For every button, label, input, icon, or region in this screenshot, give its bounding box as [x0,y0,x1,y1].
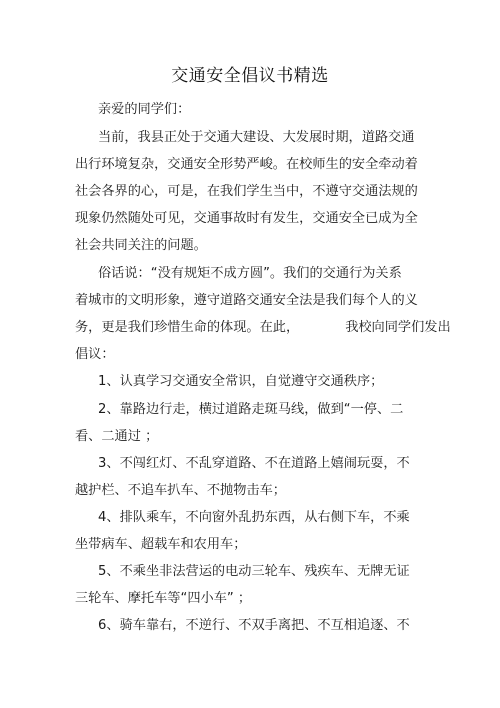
item-1-line-1: 1、认真学习交通安全常识，自觉遵守交通秩序； [98,374,384,389]
salutation: 亲爱的同学们： [98,102,191,117]
item-5-line-1: 5、不乘坐非法营运的电动三轮车、残疾车、无牌无证 [98,564,410,579]
item-5-line-2: 三轮车、摩托车等“四小车” ； [75,591,252,606]
paragraph-2-line-3-part-2: 我校向同学们发出 [345,320,451,335]
paragraph-1-line-3: 社会各界的心，可是，在我们学生当中，不遵守交通法规的 [75,184,418,199]
item-3-line-1: 3、不闯红灯、不乱穿道路、不在道路上嬉闹玩耍，不 [98,456,410,471]
paragraph-1-line-4: 现象仍然随处可见，交通事故时有发生，交通安全已成为全 [75,211,418,226]
item-2-line-2: 看、二通过 ； [75,429,159,444]
paragraph-1-line-5: 社会共同关注的问题。 [75,238,207,253]
paragraph-2-line-3 [75,318,451,338]
item-6-line-1: 6、骑车靠右，不逆行、不双手离把、不互相追逐、不 [98,618,410,633]
paragraph-2-line-3-part-1: 务，更是我们珍惜生命的体现。在此， [75,320,300,335]
paragraph-2-line-2: 着城市的文明形象，遵守道路交通安全法是我们每个人的义 [75,293,418,308]
paragraph-2-line-4: 倡议： [75,347,115,362]
item-3-line-2: 越护栏、不追车扒车、不抛物击车； [75,483,286,498]
item-2-line-1: 2、靠路边行走，横过道路走斑马线，做到“一停、二 [98,402,404,417]
paragraph-1-line-2: 出行环境复杂，交通安全形势严峻。在校师生的安全牵动着 [75,157,418,172]
paragraph-1-line-1: 当前，我县正处于交通大建设、大发展时期，道路交通 [98,130,415,145]
document-title: 交通安全倡议书精选 [171,66,329,86]
paragraph-2-line-1: 俗话说：“没有规矩不成方圆”。我们的交通行为关系 [98,266,402,281]
item-4-line-2: 坐带病车、超载车和农用车； [75,537,247,552]
item-4-line-1: 4、排队乘车，不向窗外乱扔东西，从右侧下车，不乘 [98,510,410,525]
